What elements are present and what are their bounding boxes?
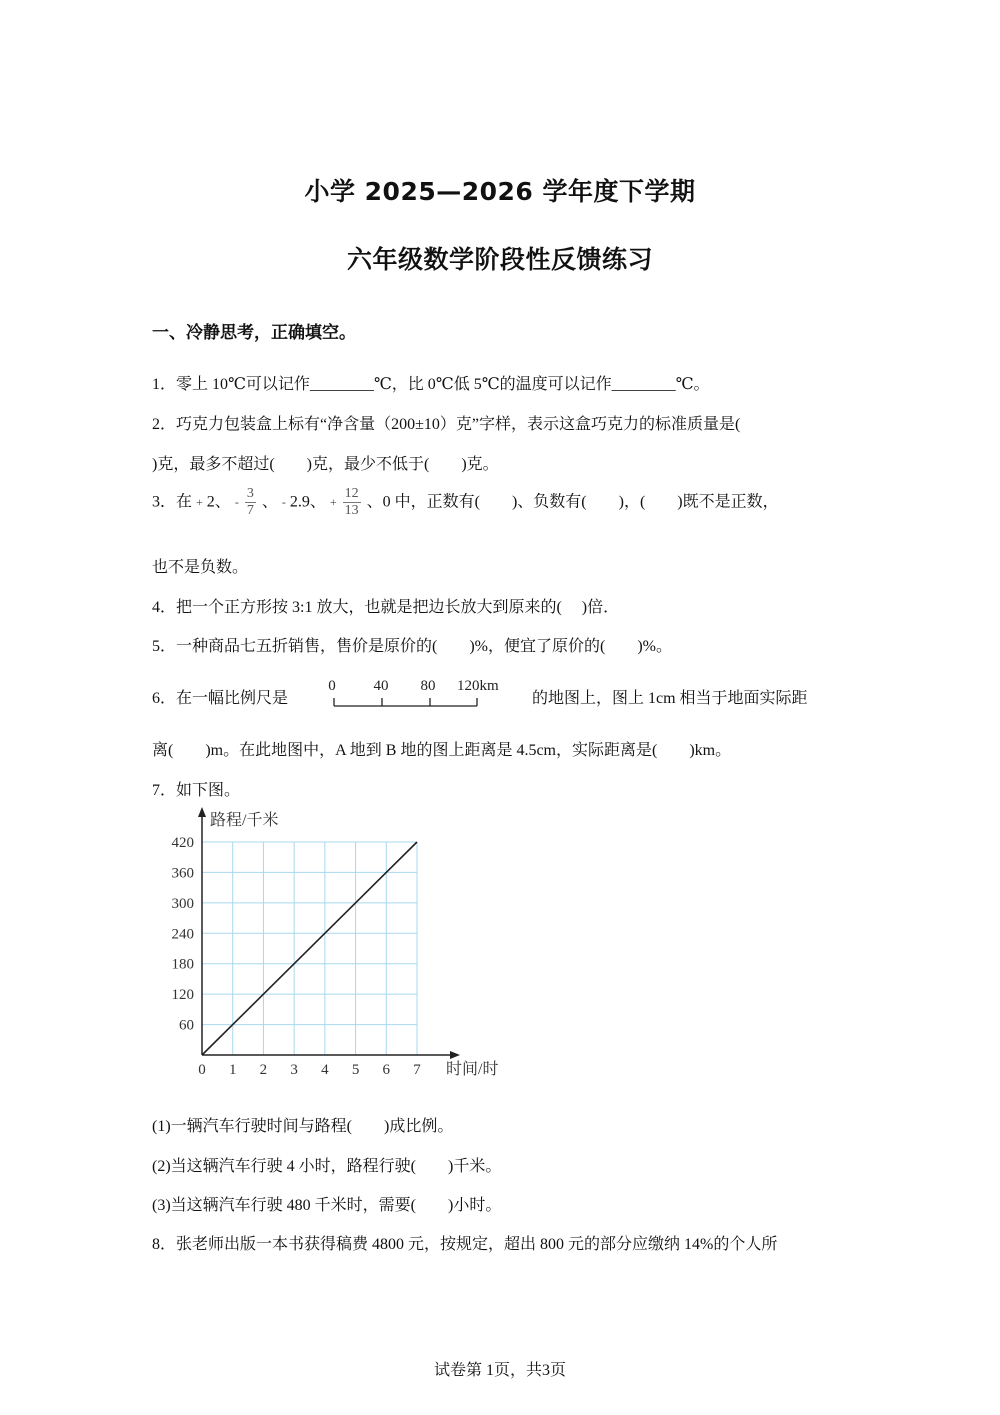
- page-footer: 试卷第 1页，共3页: [433, 1362, 566, 1379]
- y-axis-arrow: [198, 807, 206, 817]
- q3-suffix: 、0 中，正数有( )、负数有( )，( )既不是正数，: [366, 493, 779, 511]
- q3-sep: 、: [261, 493, 278, 511]
- question-6-prefix: 6．在一幅比例尺是: [152, 690, 289, 707]
- question-8: 8．张老师出版一本书获得稿费 4800 元，按规定，超出 800 元的部分应缴纳 14%的个人所: [152, 1236, 778, 1253]
- y-axis-label: 路程/千米: [210, 812, 279, 829]
- scale-label-80: 80: [420, 678, 436, 694]
- distance-time-chart: [150, 805, 520, 1085]
- exam-subtitle: 六年级数学阶段性反馈练习: [346, 245, 653, 274]
- question-3-line1: [152, 486, 779, 519]
- scale-label-40: 40: [373, 678, 389, 694]
- series-line: [202, 842, 417, 1055]
- x-tick-label: 7: [413, 1062, 421, 1078]
- question-4: 4．把一个正方形按 3:1 放大，也就是把边长放大到原来的( )倍．: [152, 599, 620, 616]
- q3-prefix: 3．在: [152, 493, 193, 511]
- y-tick-label: 120: [171, 987, 194, 1004]
- question-7: 7．如下图。: [152, 782, 241, 799]
- q3-frac2-denominator: 13: [344, 503, 359, 519]
- question-7-part2: (2)当这辆汽车行驶 4 小时，路程行驶( )千米。: [152, 1158, 502, 1175]
- question-2-line1: 2．巧克力包装盒上标有“净含量（200±10）克”字样，表示这盒巧克力的标准质量是(: [152, 416, 741, 433]
- x-tick-label: 1: [228, 1062, 237, 1078]
- question-1: 1．零上 10℃可以记作________℃，比 0℃低 5℃的温度可以记作________℃。: [152, 376, 710, 393]
- q3-fraction-1: [245, 486, 256, 519]
- question-7-part1: (1)一辆汽车行驶时间与路程( )成比例。: [152, 1118, 454, 1135]
- question-7-part3: (3)当这辆汽车行驶 480 千米时，需要( )小时。: [152, 1197, 502, 1214]
- y-tick-label: 300: [171, 895, 194, 912]
- scale-bar: [322, 674, 517, 714]
- x-tick-label: 5: [351, 1062, 360, 1078]
- q3-n4-sign: +: [329, 495, 337, 510]
- q3-frac1-numerator: 3: [245, 486, 256, 503]
- scale-label-120km: 120km: [457, 678, 499, 694]
- question-2-line2: )克，最多不超过( )克，最少不低于( )克。: [152, 456, 499, 473]
- question-6-suffix: 的地图上，图上 1cm 相当于地面实际距: [532, 690, 808, 707]
- question-3-line2: 也不是负数。: [152, 559, 249, 576]
- section-heading: 一、冷静思考，正确填空。: [152, 323, 356, 343]
- x-tick-label: 2: [259, 1062, 268, 1078]
- scale-label-0: 0: [328, 678, 336, 694]
- question-6-line2: 离( )m。在此地图中，A 地到 B 地的图上距离是 4.5cm，实际距离是( )km。: [152, 742, 732, 759]
- y-tick-label: 240: [171, 926, 194, 943]
- x-axis-label: 时间/时: [446, 1061, 499, 1078]
- y-tick-label: 360: [171, 865, 194, 882]
- question-5: 5．一种商品七五折销售，售价是原价的( )%，便宜了原价的( )%。: [152, 638, 672, 655]
- q3-n3-sign: -: [281, 495, 286, 510]
- x-axis-arrow: [450, 1051, 460, 1059]
- y-tick-label: 60: [179, 1017, 194, 1034]
- q3-n1: 2、: [206, 493, 231, 511]
- exam-title: 小学 2025—2026 学年度下学期: [304, 177, 696, 206]
- q3-frac2-numerator: 12: [343, 486, 361, 503]
- x-tick-label: 3: [290, 1062, 298, 1078]
- q3-fraction-2: [343, 486, 361, 519]
- q3-frac1-denominator: 7: [246, 503, 254, 519]
- y-tick-label: 180: [171, 956, 194, 973]
- q3-n1-sign: +: [196, 495, 203, 510]
- x-tick-label: 6: [382, 1062, 391, 1078]
- q3-n2-sign: -: [234, 495, 239, 510]
- q3-n3: 2.9、: [289, 493, 326, 511]
- x-tick-label: 4: [321, 1062, 329, 1078]
- x-tick-label: 0: [198, 1062, 206, 1078]
- y-tick-label: 420: [171, 835, 194, 851]
